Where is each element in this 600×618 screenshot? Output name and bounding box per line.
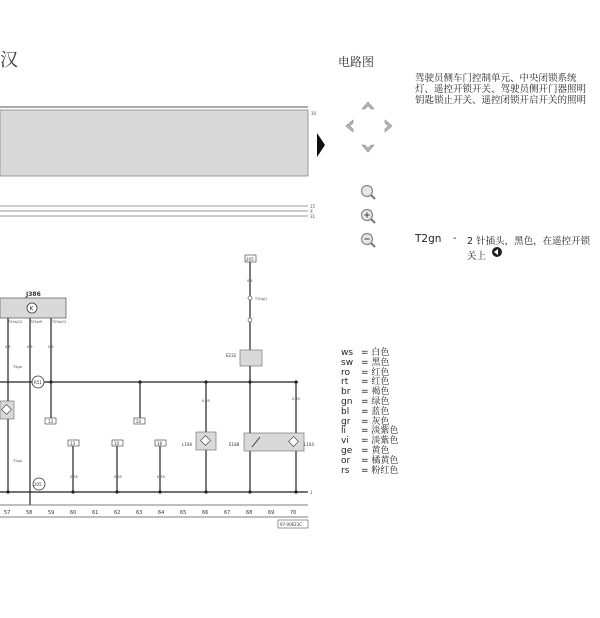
pan-left-icon <box>340 116 360 136</box>
e232-switch <box>240 350 262 366</box>
pan-down-icon <box>358 138 378 158</box>
legend-desc: 2 针插头，黑色，在遥控开锁 <box>467 236 591 247</box>
wire-color-row: rs = 粉红色 <box>341 465 399 476</box>
pan-right-button[interactable] <box>378 116 398 136</box>
page-title: 电路图 <box>338 55 375 69</box>
pan-up-icon <box>358 96 378 116</box>
wire-color-row: ge = 黄色 <box>341 445 390 456</box>
zoom-in-icon <box>358 206 378 226</box>
triangle-right-icon <box>316 133 326 157</box>
svg-text:0.35: 0.35 <box>70 475 78 479</box>
wire-color-row: gn = 绿色 <box>341 396 390 407</box>
e188-label: E188 <box>229 442 240 447</box>
zoom-in-button[interactable] <box>358 206 378 226</box>
svg-text:0.35: 0.35 <box>157 475 165 479</box>
box-label-20: 20 <box>136 419 142 424</box>
legend-row-t2gn: T2gn - 2 针插头，黑色，在遥控开锁 关上 <box>415 233 591 262</box>
svg-text:66: 66 <box>202 510 209 516</box>
wire-color-row: ro = 红色 <box>341 367 390 378</box>
svg-text:70: 70 <box>290 510 297 516</box>
svg-text:67: 67 <box>224 510 231 516</box>
svg-text:0.35: 0.35 <box>292 397 300 401</box>
r51-label: R51 <box>34 380 42 385</box>
svg-text:0.5: 0.5 <box>5 345 11 349</box>
legend-code: T2gn <box>415 233 442 245</box>
rail-label-31: 31 <box>310 214 316 219</box>
svg-text:58: 58 <box>26 510 33 516</box>
svg-text:68: 68 <box>246 510 253 516</box>
wire-color-row: rt = 红色 <box>341 377 390 388</box>
box-label-10: 10 <box>114 441 120 446</box>
location-pointer-icon[interactable] <box>491 246 503 261</box>
next-page-arrow[interactable] <box>316 133 326 157</box>
svg-text:63: 63 <box>136 510 143 516</box>
diagram-reference-code: 97-00623C <box>280 522 303 527</box>
zoom-fit-icon <box>358 182 378 202</box>
rail-label-x: X <box>310 209 313 214</box>
description-line: 驾驶员侧车门控制单元、中央闭锁系统 <box>415 73 577 84</box>
box-label-6: 13 <box>48 419 54 424</box>
svg-text:T2go: T2go <box>13 365 22 369</box>
box-label-18: 18 <box>157 441 163 446</box>
svg-text:0.5: 0.5 <box>27 345 33 349</box>
wire-color-row: gr = 灰色 <box>341 416 390 427</box>
wire-color-row: sw = 黑色 <box>341 357 390 368</box>
svg-text:62: 62 <box>114 510 121 516</box>
description-line: 钥匙锁止开关、遥控闭锁开启开关的照明 <box>415 95 587 106</box>
svg-text:0.35: 0.35 <box>202 399 210 403</box>
wire-color-row: br = 褐色 <box>341 387 390 398</box>
wire-color-row: li = 淡紫色 <box>341 426 399 437</box>
rail-label-30: 30 <box>311 111 317 116</box>
svg-text:T29a/12: T29a/12 <box>52 320 67 324</box>
svg-text:65: 65 <box>180 510 187 516</box>
svg-text:0.5: 0.5 <box>247 279 253 283</box>
svg-text:T2go: T2go <box>13 459 22 463</box>
svg-text:T29a/9: T29a/9 <box>30 320 43 324</box>
e232-label: E232 <box>226 353 237 358</box>
svg-text:60: 60 <box>70 510 77 516</box>
svg-text:K: K <box>29 305 34 313</box>
box-label-13: 13 <box>70 441 76 446</box>
view-controls <box>340 96 400 256</box>
wire-color-row: bl = 蓝色 <box>341 406 390 417</box>
wire-color-row: ws = 白色 <box>341 348 390 358</box>
zoom-out-icon <box>358 230 378 250</box>
svg-text:T10g/1: T10g/1 <box>255 297 268 301</box>
svg-text:0.35: 0.35 <box>114 475 122 479</box>
wire-color-legend <box>341 349 398 476</box>
diagram-title-fragment: 汉 <box>0 50 18 71</box>
l108-label: L108 <box>182 442 192 447</box>
column-numbers <box>4 510 296 516</box>
pan-up-button[interactable] <box>358 96 378 116</box>
svg-text:61: 61 <box>92 510 99 516</box>
rail-label-15: 15 <box>310 204 316 209</box>
description-line: 灯、遥控开锁开关、驾驶员侧开门器照明 <box>415 84 587 95</box>
ground-line-label: 1 <box>310 490 313 495</box>
supply-band <box>0 110 308 176</box>
diagram-description <box>415 73 600 106</box>
box-label-205: 205 <box>246 257 254 262</box>
ground-205-label: 205 <box>34 482 42 487</box>
zoom-out-button[interactable] <box>358 230 378 250</box>
wire-color-row: or = 橘黄色 <box>341 455 399 466</box>
svg-text:69: 69 <box>268 510 275 516</box>
pan-down-button[interactable] <box>358 138 378 158</box>
l104-label: L104 <box>304 442 314 447</box>
svg-text:57: 57 <box>4 510 11 516</box>
svg-text:64: 64 <box>158 510 165 516</box>
svg-text:T29a/12: T29a/12 <box>8 320 23 324</box>
pan-right-icon <box>378 116 398 136</box>
svg-text:0.5: 0.5 <box>48 345 54 349</box>
legend-desc-continued: 关上 <box>467 251 487 262</box>
wire-color-row: vi = 淡紫色 <box>341 436 399 447</box>
j386-label: J386 <box>26 291 41 298</box>
zoom-fit-button[interactable] <box>358 182 378 202</box>
pan-left-button[interactable] <box>340 116 360 136</box>
svg-text:59: 59 <box>48 510 55 516</box>
